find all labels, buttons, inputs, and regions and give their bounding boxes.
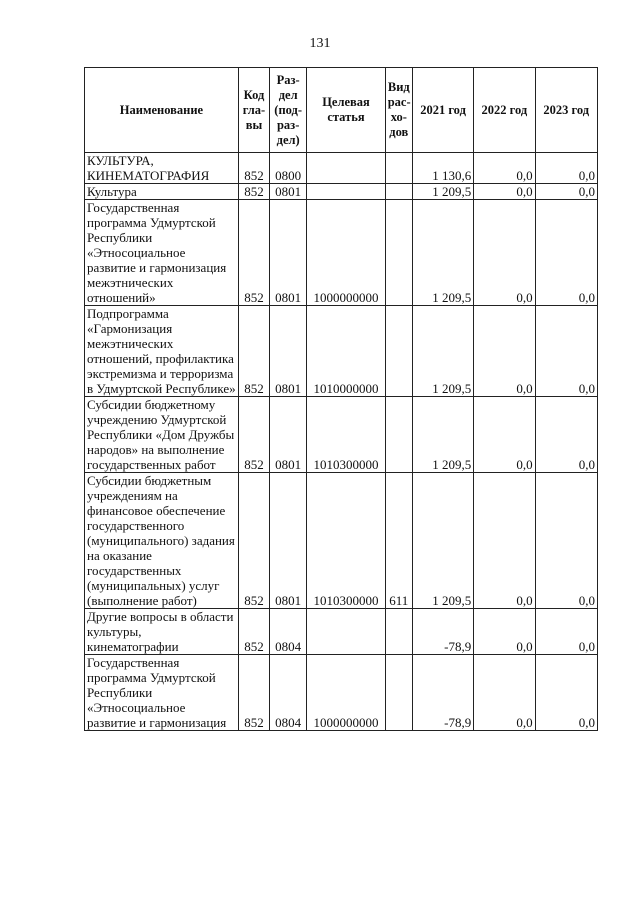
row-2023: 0,0 [535,200,597,306]
row-expense [385,397,412,473]
row-expense [385,609,412,655]
row-code: 852 [238,184,269,200]
row-code: 852 [238,473,269,609]
row-2023: 0,0 [535,184,597,200]
header-row [85,68,598,153]
row-2021: 1 209,5 [412,397,473,473]
row-section: 0801 [270,306,307,397]
row-expense [385,184,412,200]
row-code: 852 [238,655,269,731]
row-section: 0801 [270,184,307,200]
row-2021: 1 209,5 [412,473,473,609]
header-name: Наименование [85,68,239,153]
page-number: 131 [309,36,331,51]
row-target: 1010300000 [307,397,385,473]
row-section: 0801 [270,200,307,306]
row-name: Государственная программа Удмуртской Республики «Этносоциальное развитие и гармонизация межэтнических отношений» [85,200,239,306]
table-row [85,473,598,609]
row-section: 0804 [270,655,307,731]
row-name: КУЛЬТУРА, КИНЕМАТОГРАФИЯ [85,153,239,184]
row-target: 1010000000 [307,306,385,397]
row-2021: -78,9 [412,655,473,731]
header-code: Код гла-вы [238,68,269,153]
row-2021: 1 130,6 [412,153,473,184]
row-name: Культура [85,184,239,200]
row-2022: 0,0 [474,306,535,397]
row-expense [385,200,412,306]
row-2022: 0,0 [474,184,535,200]
row-code: 852 [238,397,269,473]
header-expense: Вид рас-хо-дов [385,68,412,153]
table-row [85,200,598,306]
row-target [307,609,385,655]
row-code: 852 [238,153,269,184]
row-2023: 0,0 [535,153,597,184]
row-name: Субсидии бюджетному учреждению Удмуртской Республики «Дом Дружбы народов» на выполнение государственных работ [85,397,239,473]
row-2023: 0,0 [535,306,597,397]
row-name: Субсидии бюджетным учреждениям на финансовое обеспечение государственного (муниципального) задания на оказание государственных (муниципальных) услуг (выполнение работ) [85,473,239,609]
row-name: Подпрограмма «Гармонизация межэтнических отношений, профилактика экстремизма и терроризма в Удмуртской Республике» [85,306,239,397]
row-section: 0804 [270,609,307,655]
row-expense [385,306,412,397]
row-2022: 0,0 [474,397,535,473]
table-row [85,306,598,397]
header-2021: 2021 год [412,68,473,153]
budget-table [84,67,598,731]
row-2023: 0,0 [535,397,597,473]
row-2022: 0,0 [474,609,535,655]
table-row [85,153,598,184]
header-2023: 2023 год [535,68,597,153]
row-target [307,153,385,184]
row-2022: 0,0 [474,153,535,184]
row-2022: 0,0 [474,473,535,609]
table-row [85,655,598,731]
row-section: 0801 [270,473,307,609]
table-row [85,397,598,473]
row-expense [385,153,412,184]
header-target: Целевая статья [307,68,385,153]
header-2022: 2022 год [474,68,535,153]
row-2022: 0,0 [474,655,535,731]
row-2022: 0,0 [474,200,535,306]
row-name: Другие вопросы в области культуры, кинематографии [85,609,239,655]
row-code: 852 [238,609,269,655]
table-row [85,609,598,655]
row-section: 0800 [270,153,307,184]
row-expense: 611 [385,473,412,609]
row-target: 1010300000 [307,473,385,609]
row-code: 852 [238,306,269,397]
row-target: 1000000000 [307,655,385,731]
header-section: Раз-дел (под-раз-дел) [270,68,307,153]
row-2023: 0,0 [535,473,597,609]
row-section: 0801 [270,397,307,473]
row-2023: 0,0 [535,655,597,731]
row-code: 852 [238,200,269,306]
row-2021: 1 209,5 [412,200,473,306]
row-target: 1000000000 [307,200,385,306]
row-expense [385,655,412,731]
row-name: Государственная программа Удмуртской Республики «Этносоциальное развитие и гармонизация [85,655,239,731]
row-target [307,184,385,200]
row-2021: 1 209,5 [412,306,473,397]
row-2021: 1 209,5 [412,184,473,200]
table-row [85,184,598,200]
row-2021: -78,9 [412,609,473,655]
row-2023: 0,0 [535,609,597,655]
